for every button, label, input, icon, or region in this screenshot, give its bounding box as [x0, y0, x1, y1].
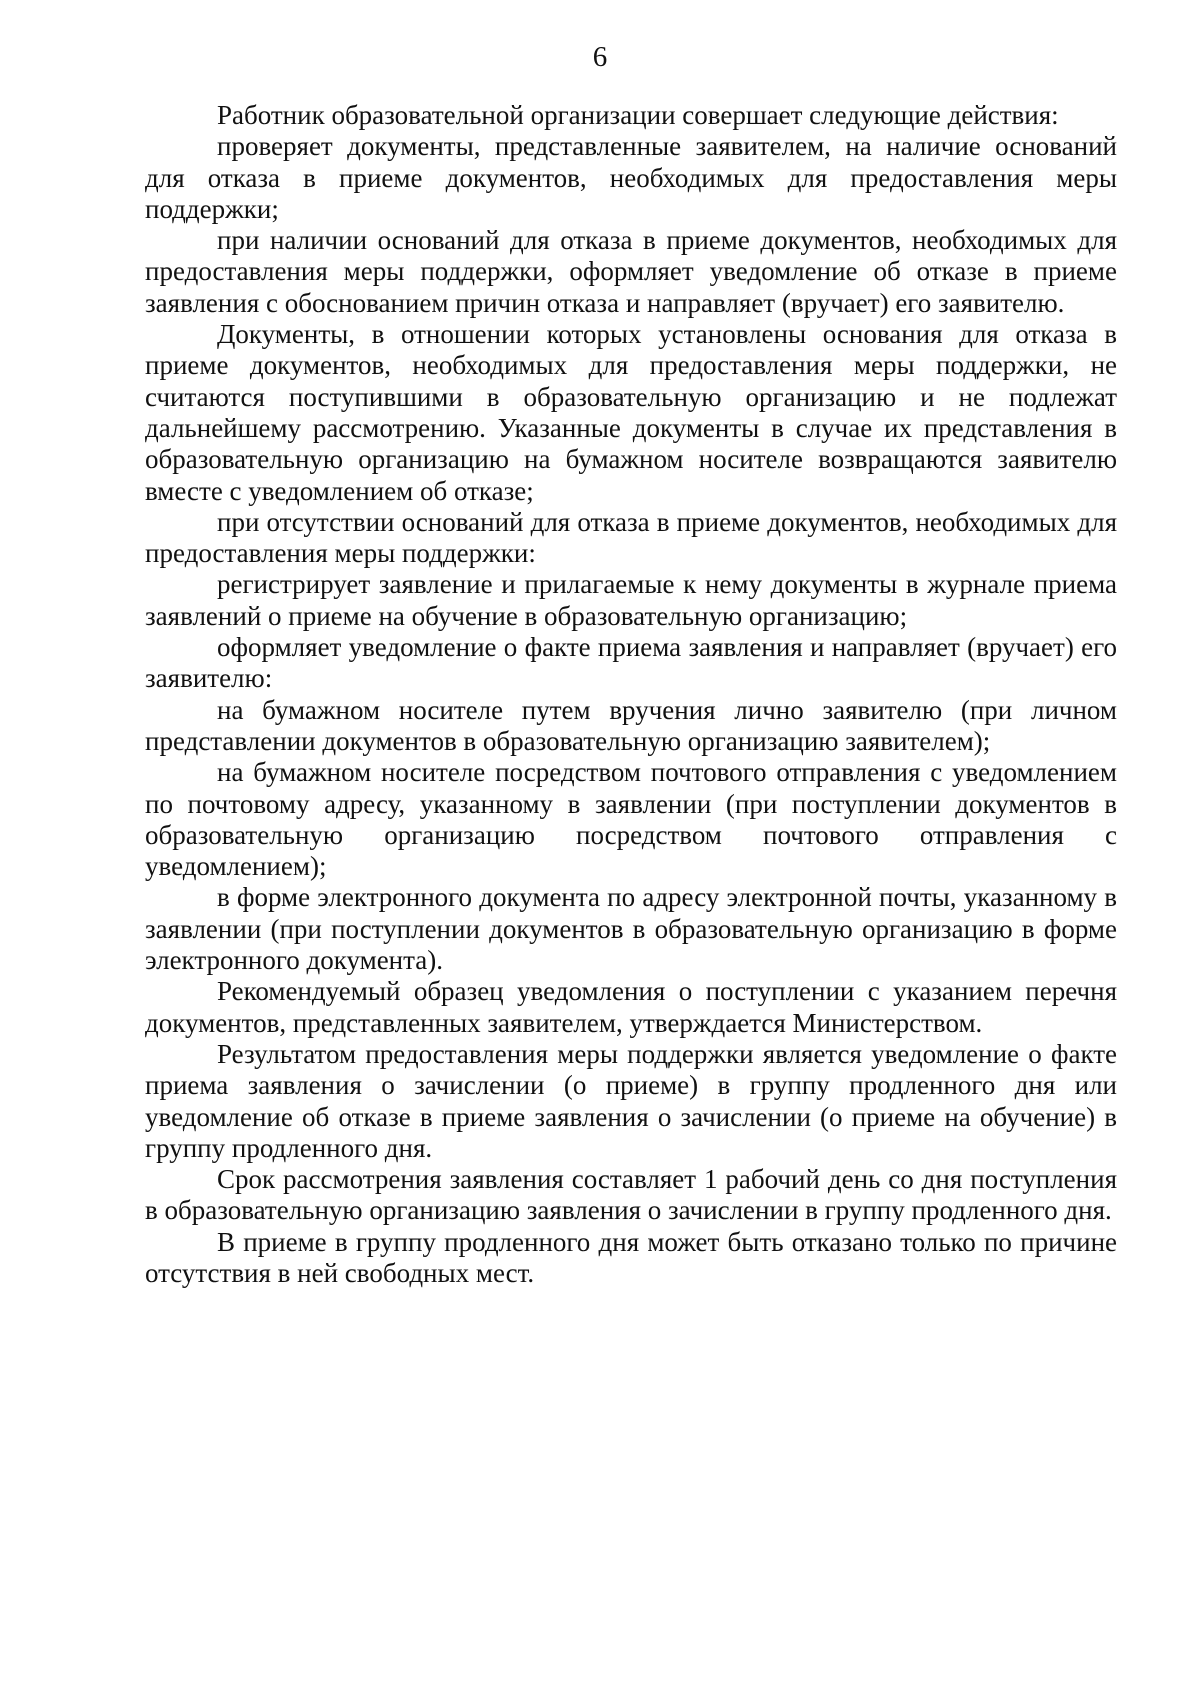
paragraph-acceptance-notice: оформляет уведомление о факте приема заявления и направляет (вручает) его заявителю:	[145, 632, 1117, 694]
paragraph-register-application: регистрирует заявление и прилагаемые к нему документы в журнале приема заявлений о приеме на обучение в образовательную организацию;	[145, 569, 1117, 631]
document-body	[145, 100, 1117, 1289]
paragraph-electronic-form: в форме электронного документа по адресу электронной почты, указанному в заявлении (при поступлении документов в образовательную организацию в форме электронного документа).	[145, 882, 1117, 976]
paragraph-rejected-documents: Документы, в отношении которых установлены основания для отказа в приеме документов, необходимых для предоставления меры поддержки, не считаются поступившими в образовательную организацию и не подлежат дальнейшему рассмотрению. Указанные документы в случае их представления в образовательную организацию на бумажном носителе возвращаются заявителю вместе с уведомлением об отказе;	[145, 319, 1117, 506]
paragraph-recommended-template: Рекомендуемый образец уведомления о поступлении с указанием перечня документов, представленных заявителем, утверждается Министерством.	[145, 976, 1117, 1038]
paragraph-result: Результатом предоставления меры поддержки является уведомление о факте приема заявления о зачислении (о приеме) в группу продленного дня или уведомление об отказе в приеме заявления о зачислении (о приеме на обучение) в группу продленного дня.	[145, 1038, 1117, 1163]
paragraph-review-period: Срок рассмотрения заявления составляет 1 рабочий день со дня поступления в образовательную организацию заявления о зачислении в группу продленного дня.	[145, 1164, 1117, 1226]
paragraph-employee-actions: Работник образовательной организации совершает следующие действия:	[217, 100, 1059, 130]
paragraph-no-refusal-grounds: при отсутствии оснований для отказа в приеме документов, необходимых для предоставления меры поддержки:	[145, 506, 1117, 569]
paragraph-check-documents: проверяет документы, представленные заявителем, на наличие оснований для отказа в приеме документов, необходимых для предоставления меры поддержки;	[145, 131, 1117, 224]
paragraph-paper-by-mail: на бумажном носителе посредством почтового отправления с уведомлением по почтовому адресу, указанному в заявлении (при поступлении документов в образовательную организацию посредством почтового отправления с уведомлением);	[145, 757, 1117, 882]
paragraph-paper-in-person: на бумажном носителе путем вручения лично заявителю (при личном представлении документов в образовательную организацию заявителем);	[145, 694, 1117, 756]
page-number: 6	[592, 41, 608, 73]
paragraph-refusal-reason: В приеме в группу продленного дня может быть отказано только по причине отсутствия в ней свободных мест.	[145, 1226, 1117, 1288]
paragraph-refusal-notice: при наличии оснований для отказа в приеме документов, необходимых для предоставления меры поддержки, оформляет уведомление об отказе в приеме заявления с обоснованием причин отказа и направляет (вручает) его заявителю.	[145, 225, 1117, 318]
